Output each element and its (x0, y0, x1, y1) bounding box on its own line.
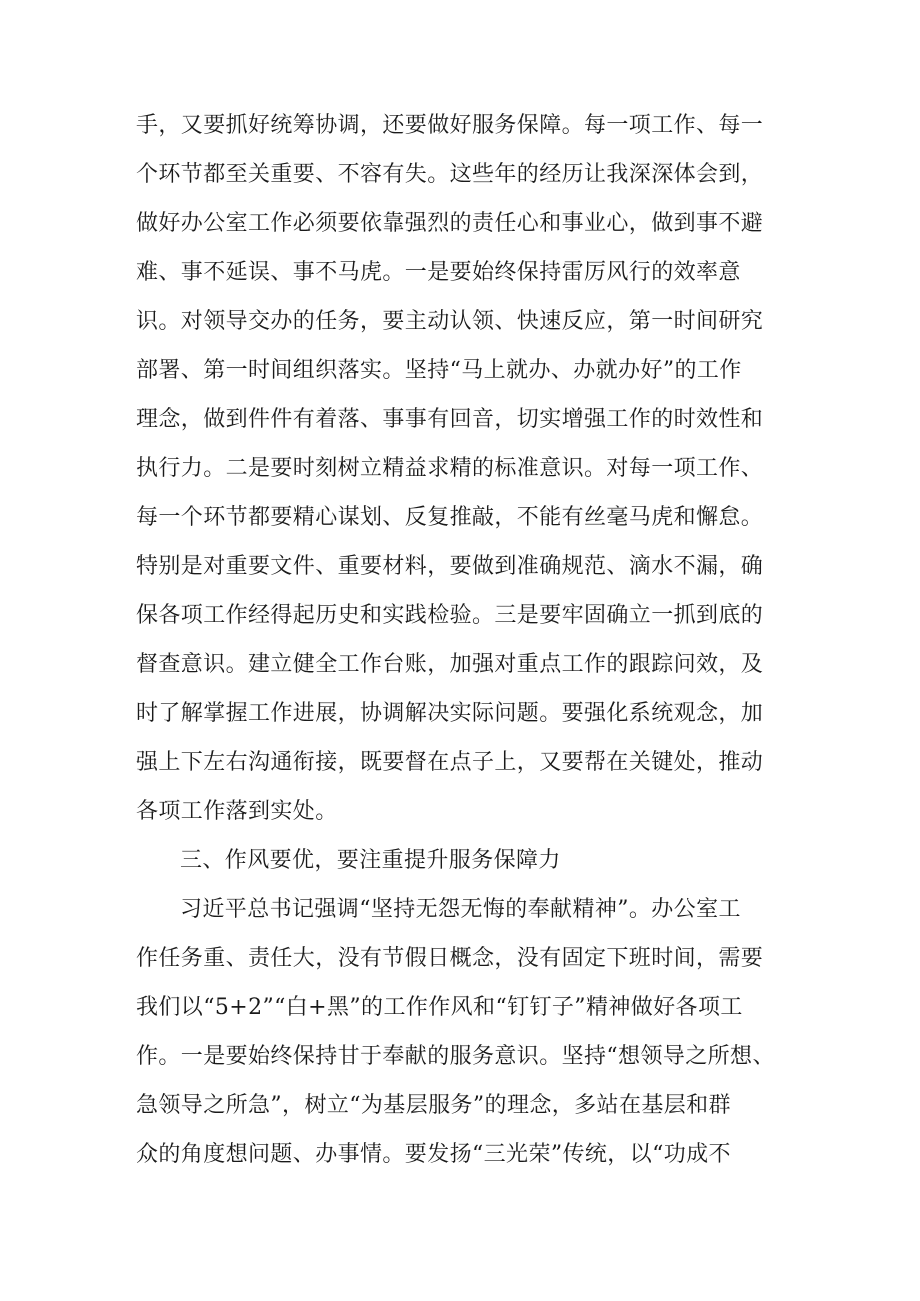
paragraph-1-line: 督查意识。建立健全工作台账，加强对重点工作的跟踪问效，及 (136, 652, 764, 677)
paragraph-1-line: 时了解掌握工作进展，协调解决实际问题。要强化系统观念，加 (136, 701, 764, 726)
paragraph-1-line: 难、事不延误、事不马虎。一是要始终保持雷厉风行的效率意 (136, 260, 741, 285)
paragraph-1-line: 识。对领导交办的任务，要主动认领、快速反应，第一时间研究 (136, 309, 764, 334)
paragraph-1-line: 强上下左右沟通衔接，既要督在点子上，又要帮在关键处，推动 (136, 750, 764, 775)
section-heading: 三、作风要优，要注重提升服务保障力 (180, 848, 561, 873)
paragraph-1-line: 理念，做到件件有着落、事事有回音，切实增强工作的时效性和 (136, 407, 764, 432)
paragraph-1-line: 各项工作落到实处。 (136, 799, 338, 824)
paragraph-1-line: 部署、第一时间组织落实。坚持“马上就办、办就办好”的工作 (136, 358, 742, 383)
paragraph-1-line: 特别是对重要文件、重要材料，要做到准确规范、滴水不漏，确 (136, 554, 764, 579)
paragraph-1-line: 保各项工作经得起历史和实践检验。三是要牢固确立一抓到底的 (136, 603, 764, 628)
paragraph-1-line: 个环节都至关重要、不容有失。这些年的经历让我深深体会到， (136, 162, 764, 187)
paragraph-1-line: 执行力。二是要时刻树立精益求精的标准意识。对每一项工作、 (136, 456, 764, 481)
paragraph-2-line: 我们以“5+2”“白+黑”的工作作风和“钉钉子”精神做好各项工 (136, 995, 743, 1020)
paragraph-1-line: 每一个环节都要精心谋划、反复推敲，不能有丝毫马虎和懈怠。 (136, 505, 764, 530)
paragraph-1-line: 做好办公室工作必须要依靠强烈的责任心和事业心，做到事不避 (136, 211, 764, 236)
paragraph-2-line: 众的角度想问题、办事情。要发扬“三光荣”传统，以“功成不 (136, 1142, 731, 1167)
paragraph-1-line: 手，又要抓好统筹协调，还要做好服务保障。每一项工作、每一 (136, 113, 764, 138)
paragraph-2-line: 习近平总书记强调“坚持无怨无悔的奉献精神”。办公室工 (180, 897, 741, 922)
paragraph-2-line: 急领导之所急”，树立“为基层服务”的理念，多站在基层和群 (136, 1093, 731, 1118)
paragraph-2-line: 作任务重、责任大，没有节假日概念，没有固定下班时间，需要 (136, 946, 764, 971)
paragraph-2-line: 作。一是要始终保持甘于奉献的服务意识。坚持“想领导之所想、 (136, 1044, 775, 1069)
